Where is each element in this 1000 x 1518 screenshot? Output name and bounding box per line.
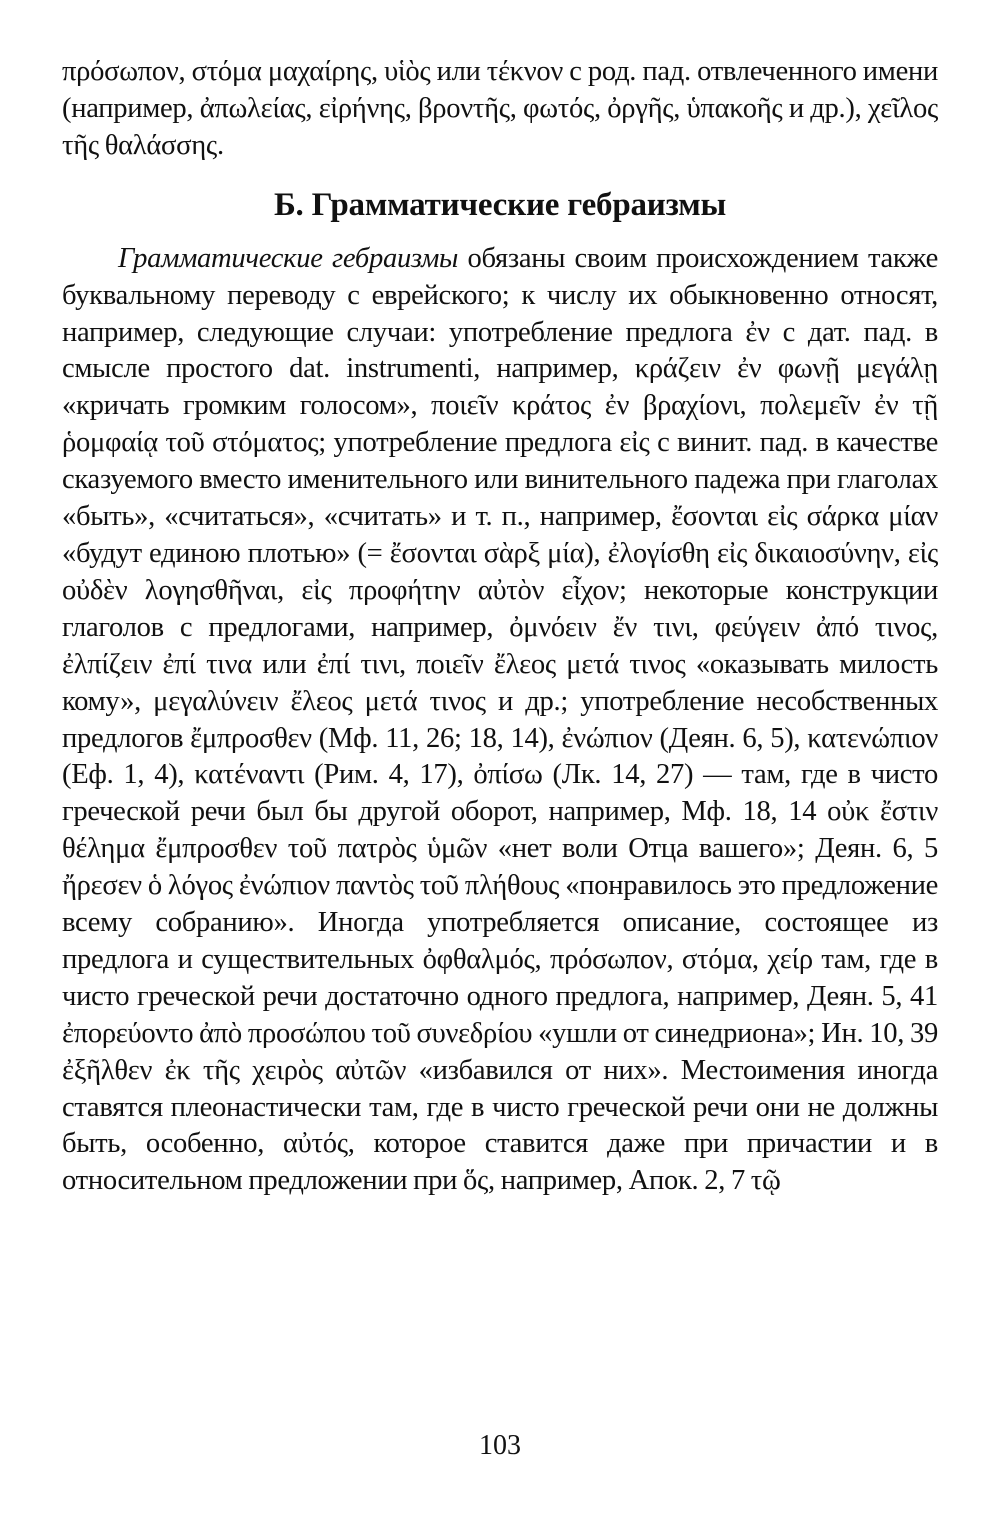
paragraph-body-text: обязаны своим происхождением также буквальному переводу с еврейского; к числу их обыкновенно относят, например, следующие случаи: употребление предлога ἐν с дат. пад. в смысле простого dat. instrumenti, например, κράζειν ἐν φωνῇ μεγάλῃ «кричать громким голосом», ποιεῖν κράτος ἐν βραχίονι, πολεμεῖν ἐν τῇ ῥομφαίᾳ τοῦ στόματος; употребление предлога εἰς с винит. пад. в качестве сказуемого вместо именительного или винительного падежа при глаголах «быть», «считаться», «считать» и т. п., например, ἔσονται εἰς σάρκα μίαν «будут единою плотью» (= ἔσονται σὰρξ μία), ἐλογίσθη εἰς δικαιοσύνην, εἰς οὐδὲν λογησθῆναι, εἰς προφήτην αὐτὸν εἶχον; некоторые конструкции глаголов с предлогами, например, ὀμνόειν ἔν τινι, φεύγειν ἀπό τινος, ἐλπίζειν ἐπί τινα или ἐπί τινι, ποιεῖν ἔλεος μετά τινος «оказывать милость кому», μεγαλύνειν ἔλεος μετά τινος и др.; употребление несобственных предлогов ἔμπροσθεν (Мф. 11, 26; 18, 14), ἐνώπιον (Деян. 6, 5), κατενώπιον (Еф. 1, 4), κατέναντι (Рим. 4, 17), ὀπίσω (Лк. 14, 27) — там, где в чисто греческой речи был бы другой оборот, например, Мф. 18, 14 οὐκ ἔστιν θέλημα ἔμπροσθεν τοῦ πατρὸς ὑμῶν «нет воли Отца вашего»; Деян. 6, 5 ἤρεσεν ὁ λόγος ἐνώπιον παντὸς τοῦ πλήθους «понравилось это предложение всему собранию». Иногда употребляется описание, состоящее из предлога и существительных ὀφθαλμός, πρόσωπον, στόμα, χείρ там, где в чисто греческой речи достаточно одного предлога, например, Деян. 5, 41 ἐπορεύοντο ἀπὸ προσώπου τοῦ συνεδρίου «ушли от синедриона»; Ин. 10, 39 ἐξῆλθεν ἐκ τῆς χειρὸς αὐτῶν «избавился от них». Местоимения иногда ставятся плеонастически там, где в чисто греческой речи они не должны быть, особенно, αὐτός, которое ставится даже при причастии и в относительном предложении при ὅς, например, Апок. 2, 7 τῷ (62, 242, 938, 1197)
main-paragraph (62, 241, 938, 1201)
page-number: 103 (479, 1430, 521, 1461)
paragraph-lead-term: Грамматические гебраизмы (118, 242, 459, 274)
section-heading: Б. Грамматические гебраизмы (273, 186, 727, 223)
page-content (62, 54, 938, 1200)
continued-paragraph: πρόσωπον, στόμα μαχαίρης, υἱὸς или τέκνον с род. пад. отвлеченного имени (например, ἀπωλείας, εἰρήνης, βροντῆς, φωτός, ὀργῆς, ὑπακοῆς и др.), χεῖλος τῆς θαλάσσης. (62, 56, 938, 161)
